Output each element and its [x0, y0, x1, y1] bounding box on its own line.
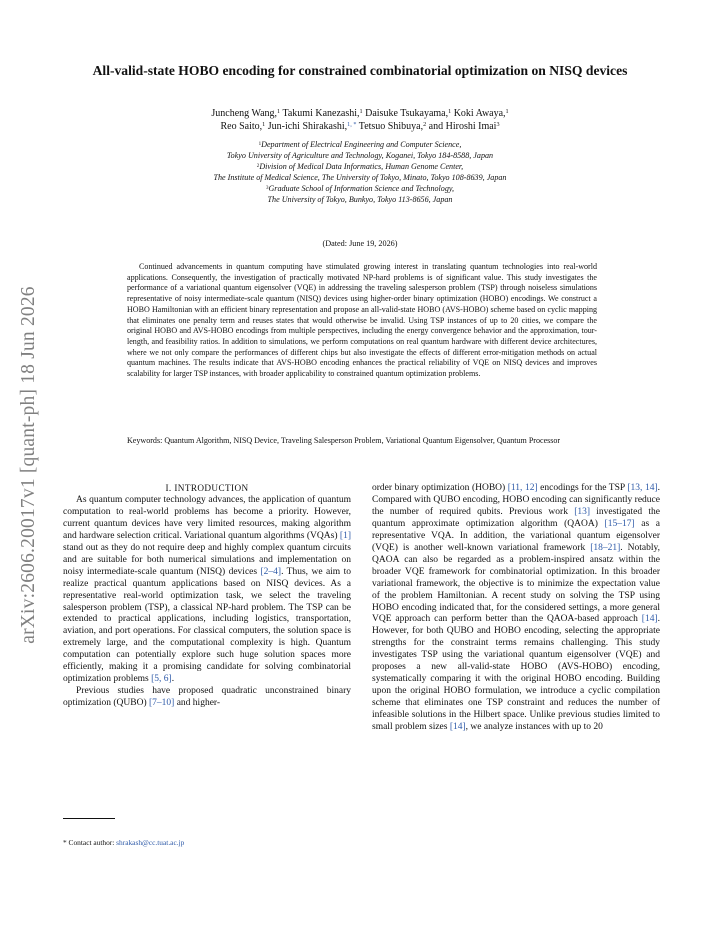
author-affiliation-mark: 2 [423, 121, 427, 129]
right-column [372, 483, 660, 734]
citation-link[interactable]: [2–4] [260, 566, 282, 577]
footnote-contact [63, 838, 184, 847]
citation-link[interactable]: [7–10] [149, 698, 175, 709]
author-affiliation-mark: 1, * [347, 121, 357, 129]
right-column-paragraphs [372, 483, 660, 734]
citation-link[interactable]: [14] [641, 614, 658, 625]
affiliation-line [60, 139, 660, 150]
body-text: . Thus, we aim to realize practical quantum applications based on NISQ devices. As a representative real-world optimization task, we select the traveling salesperson problem (TSP), a classical NP-hard problem. The TSP can be extended to practical applications, including logistics, transportation, aviation, and port operations. For classical computers, the solution space is extremely large, and the computational complexity is high. Quantum computation can potentially explore such huge solution spaces more efficiently, making it a promising candidate for solving combinatorial optimization problems [63, 566, 351, 685]
body-text: As quantum computer technology advances, the application of quantum computation to real-world problems has become a priority. However, current quantum devices have very limited resources, making algorithm and hardware selection critical. Variational quantum algorithms (VQAs) [63, 494, 351, 541]
paper-title: All-valid-state HOBO encoding for constrained combinatorial optimization on NISQ devices [92, 63, 628, 78]
footnote-rule [63, 818, 115, 819]
affiliation-text: The Institute of Medical Science, The University of Tokyo, Minato, Tokyo 108-8639, Japan [213, 173, 507, 183]
author-affiliation-mark: 1 [448, 108, 452, 116]
affiliation-line [60, 150, 660, 161]
contact-email-link[interactable]: shrakash@cc.tuat.ac.jp [116, 838, 185, 847]
affiliation-text: The University of Tokyo, Bunkyo, Tokyo 113-8656, Japan [267, 195, 453, 205]
author-affiliation-mark: 1 [262, 121, 266, 129]
affiliation-text: Division of Medical Data Informatics, Human Genome Center, [259, 162, 464, 172]
affiliation-line [60, 161, 660, 172]
author-name: Jun-ichi Shirakashi, [267, 121, 348, 132]
author-list [60, 107, 660, 133]
citation-link[interactable]: [13, 14] [627, 483, 658, 493]
author-name: Tetsuo Shibuya, [358, 121, 424, 132]
body-text: and higher- [174, 698, 221, 709]
citation-link[interactable]: [13] [574, 506, 591, 517]
body-text: as a representative VQA. In addition, the variational quantum eigensolver (VQE) is another well-known variational framework [372, 518, 660, 553]
citation-link[interactable]: [18–21] [590, 542, 621, 553]
affiliation-text: Department of Electrical Engineering and Computer Science, [261, 140, 462, 149]
body-text: . Compared with QUBO encoding, HOBO encoding can significantly reduce the number of required qubits. Previous work [372, 483, 660, 517]
author-name: Koki Awaya, [453, 108, 506, 119]
author-line-2 [60, 120, 660, 133]
author-name: and Hiroshi Imai [428, 121, 497, 132]
author-name: Takumi Kanezashi, [282, 108, 360, 119]
author-affiliation-mark: 1 [505, 108, 509, 116]
body-paragraph [372, 483, 660, 734]
affiliation-line [60, 183, 660, 194]
body-text: stand out as they do not require deep and highly complex quantum circuits and are suitable for both numerical simulations and implementation on noisy intermediate-scale quantum (NISQ) devices [63, 542, 351, 577]
author-name: Daisuke Tsukayama, [365, 108, 449, 119]
author-affiliation-mark: 1 [359, 108, 363, 116]
body-text: . However, for both QUBO and HOBO encoding, selecting the appropriate strengths for the constraint terms remains challenging. This study investigates TSP using the variational quantum eigensolver (VQE) and proposes a new all-valid-state HOBO (AVS-HOBO) encoding, systematically comparing it with the original HOBO encoding. Building upon the original HOBO formulation, we introduce a cyclic compilation scheme that eliminates one TSP constraint and reduces the number of infeasible solutions in the Hilbert space. Unlike previous studies limited to small problem sizes [372, 614, 660, 733]
footnote-label: * Contact author: [63, 838, 117, 847]
citation-link[interactable]: [14] [449, 722, 466, 733]
body-text: order binary optimization (HOBO) [372, 483, 508, 493]
abstract: Continued advancements in quantum computing have stimulated growing interest in translating quantum technologies into real-world applications. Consequently, the investigation of practically motivated NP-hard problems is of significant value. This study investigates the performance of a variational quantum eigensolver (VQE) in addressing the traveling salesperson problem (TSP) through noiseless simulations representative of noisy intermediate-scale quantum (NISQ) devices using higher-order binary optimization (HOBO) encodings. We construct a HOBO Hamiltonian with an efficient binary representation and propose an all-valid-state HOBO (AVS-HOBO) scheme based on cyclic mapping that eliminates one penalty term and reuses states that would otherwise be invalid. Using TSP instances of up to 20 cities, we compare the original HOBO and AVS-HOBO encodings from multiple perspectives, including the energy convergence behavior and the approximation, tour-length, and feasibility ratios. In addition to simulations, we perform computations on real quantum hardware with different device architectures, where we not only compare the performances of different chips but also investigate the effects of different error-mitigation methods on actual quantum machines. The results indicate that AVS-HOBO encoding enhances the practical reliability of VQE on NISQ devices and improves scalability for larger TSP instances, with broader applicability to constrained quantum optimization problems. [127, 262, 597, 379]
affiliation-number: 2 [256, 163, 260, 169]
body-paragraph [63, 686, 351, 710]
author-affiliation-mark: 3 [496, 121, 500, 129]
author-line-1 [60, 107, 660, 120]
body-text: investigated the quantum approximate optimization algorithm (QAOA) [372, 506, 660, 529]
keywords: Keywords: Quantum Algorithm, NISQ Device, Traveling Salesperson Problem, Variational Quantum Eigensolver, Quantum Processor [127, 436, 561, 445]
body-text: encodings for the TSP [537, 483, 628, 493]
affiliation-line [60, 172, 660, 183]
arxiv-identifier: arXiv:2606.20017v1 [quant-ph] 18 Jun 2026 [18, 286, 39, 644]
author-name: Reo Saito, [220, 121, 263, 132]
affiliation-line [60, 194, 660, 205]
dated-line: (Dated: June 19, 2026) [322, 239, 398, 248]
body-text: . Notably, QAOA can also be regarded as a problem-inspired ansatz within the broader VQE framework for combinatorial optimization. In this broader variational framework, the objective is to minimize the expectation value of the problem Hamiltonian. A recent study on solving the TSP using HOBO encoding indicated that, for the considered settings, a more general VQE approach can perform better than the QAOA-based approach [372, 542, 660, 625]
left-column-paragraphs [63, 495, 351, 710]
body-paragraph [63, 495, 351, 686]
left-column [63, 483, 351, 710]
body-text: , we analyze instances with up to 20 [465, 722, 603, 733]
citation-link[interactable]: [15–17] [604, 518, 635, 529]
citation-link[interactable]: [1] [339, 530, 351, 541]
body-text: Previous studies have proposed quadratic unconstrained binary optimization (QUBO) [63, 686, 351, 709]
affiliation-number: 3 [265, 186, 269, 192]
affiliation-text: Graduate School of Information Science and Technology, [268, 184, 455, 194]
citation-link[interactable]: [5, 6] [151, 674, 172, 685]
section-heading-introduction: I. INTRODUCTION [165, 483, 249, 493]
affiliations [60, 139, 660, 206]
author-name: Juncheng Wang, [211, 108, 278, 119]
author-affiliation-mark: 1 [277, 108, 281, 116]
affiliation-number: 1 [258, 141, 262, 147]
arxiv-sidebar-stamp [14, 255, 44, 675]
citation-link[interactable]: [11, 12] [507, 483, 538, 493]
affiliation-text: Tokyo University of Agriculture and Technology, Koganei, Tokyo 184-8588, Japan [226, 151, 494, 161]
body-text: . [171, 674, 175, 685]
